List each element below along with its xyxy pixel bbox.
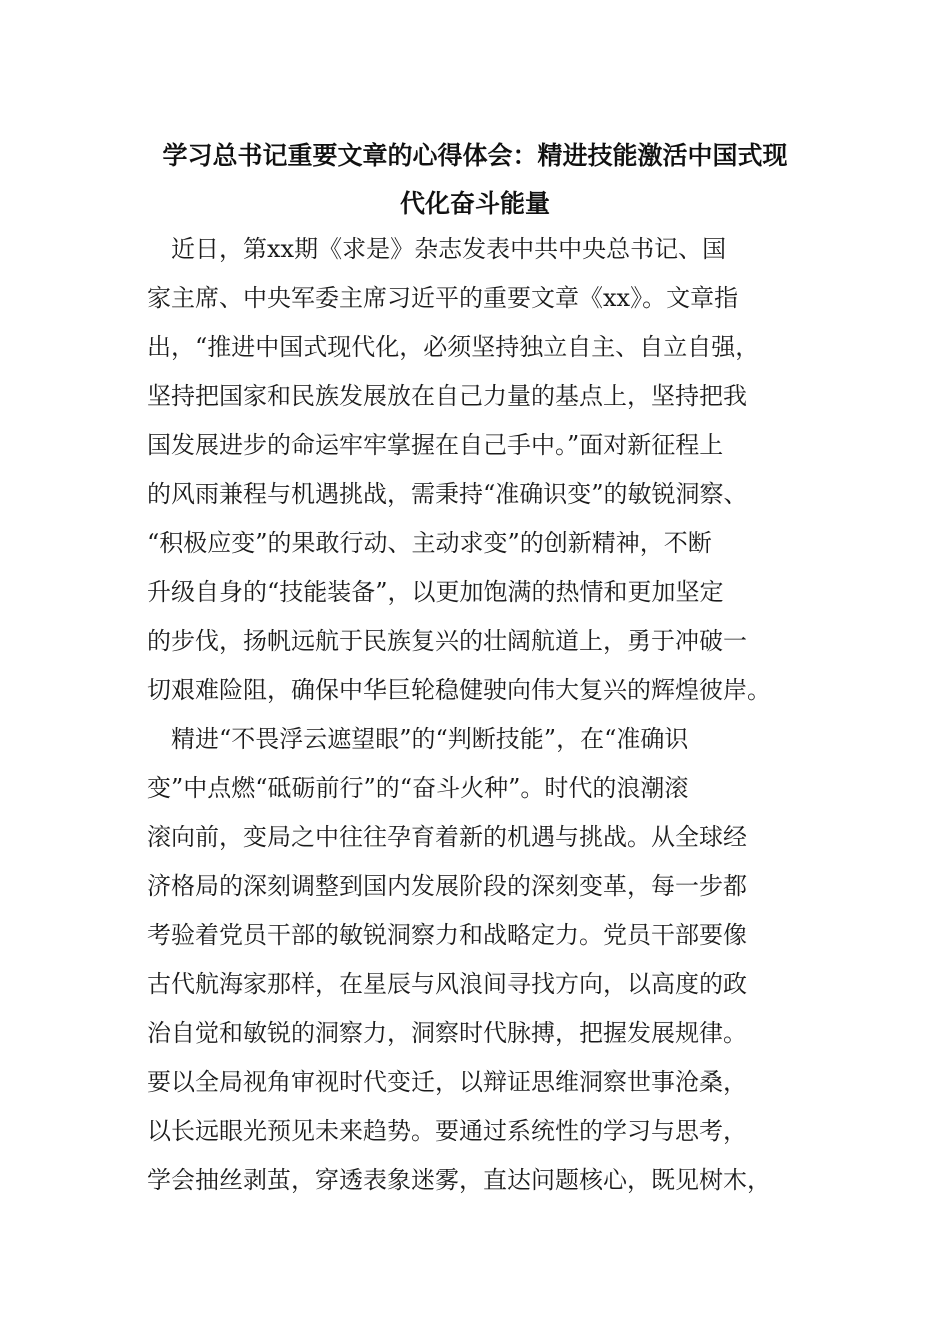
body-line: “积极应变”的果敢行动、主动求变”的创新精神，不断	[147, 529, 712, 557]
document-title-line-1: 学习总书记重要文章的心得体会：精进技能激活中国式现	[162, 141, 788, 170]
body-line: 国发展进步的命运牢牢掌握在自己手中。”面对新征程上	[147, 431, 724, 459]
body-line: 家主席、中央军委主席习近平的重要文章《xx》。文章指	[147, 284, 739, 312]
body-line: 精进“不畏浮云遮望眼”的“判断技能”，在“准确识	[147, 725, 689, 753]
body-line: 古代航海家那样，在星辰与风浪间寻找方向，以高度的政	[147, 970, 747, 998]
body-line: 学会抽丝剥茧，穿透表象迷雾，直达问题核心，既见树木，	[147, 1166, 771, 1194]
document-title-line-2: 代化奋斗能量	[399, 189, 550, 218]
body-line: 变”中点燃“砥砺前行”的“奋斗火种”。时代的浪潮滚	[147, 774, 689, 802]
body-line: 以长远眼光预见未来趋势。要通过系统性的学习与思考，	[147, 1117, 747, 1145]
body-line: 的风雨兼程与机遇挑战，需秉持“准确识变”的敏锐洞察、	[147, 480, 748, 508]
body-line: 出，“推进中国式现代化，必须坚持独立自主、自立自强，	[147, 333, 760, 361]
body-line: 治自觉和敏锐的洞察力，洞察时代脉搏，把握发展规律。	[147, 1019, 747, 1047]
body-line: 坚持把国家和民族发展放在自己力量的基点上，坚持把我	[147, 382, 747, 410]
body-line: 要以全局视角审视时代变迁，以辩证思维洞察世事沧桑，	[147, 1068, 747, 1096]
body-line: 考验着党员干部的敏锐洞察力和战略定力。党员干部要像	[147, 921, 747, 949]
body-line: 近日，第xx期《求是》杂志发表中共中央总书记、国	[147, 235, 727, 263]
body-line: 升级自身的“技能装备”，以更加饱满的热情和更加坚定	[147, 578, 724, 606]
body-line: 济格局的深刻调整到国内发展阶段的深刻变革，每一步都	[147, 872, 747, 900]
body-line: 滚向前，变局之中往往孕育着新的机遇与挑战。从全球经	[147, 823, 747, 851]
body-line: 切艰难险阻，确保中华巨轮稳健驶向伟大复兴的辉煌彼岸。	[147, 676, 771, 704]
body-line: 的步伐，扬帆远航于民族复兴的壮阔航道上，勇于冲破一	[147, 627, 747, 655]
